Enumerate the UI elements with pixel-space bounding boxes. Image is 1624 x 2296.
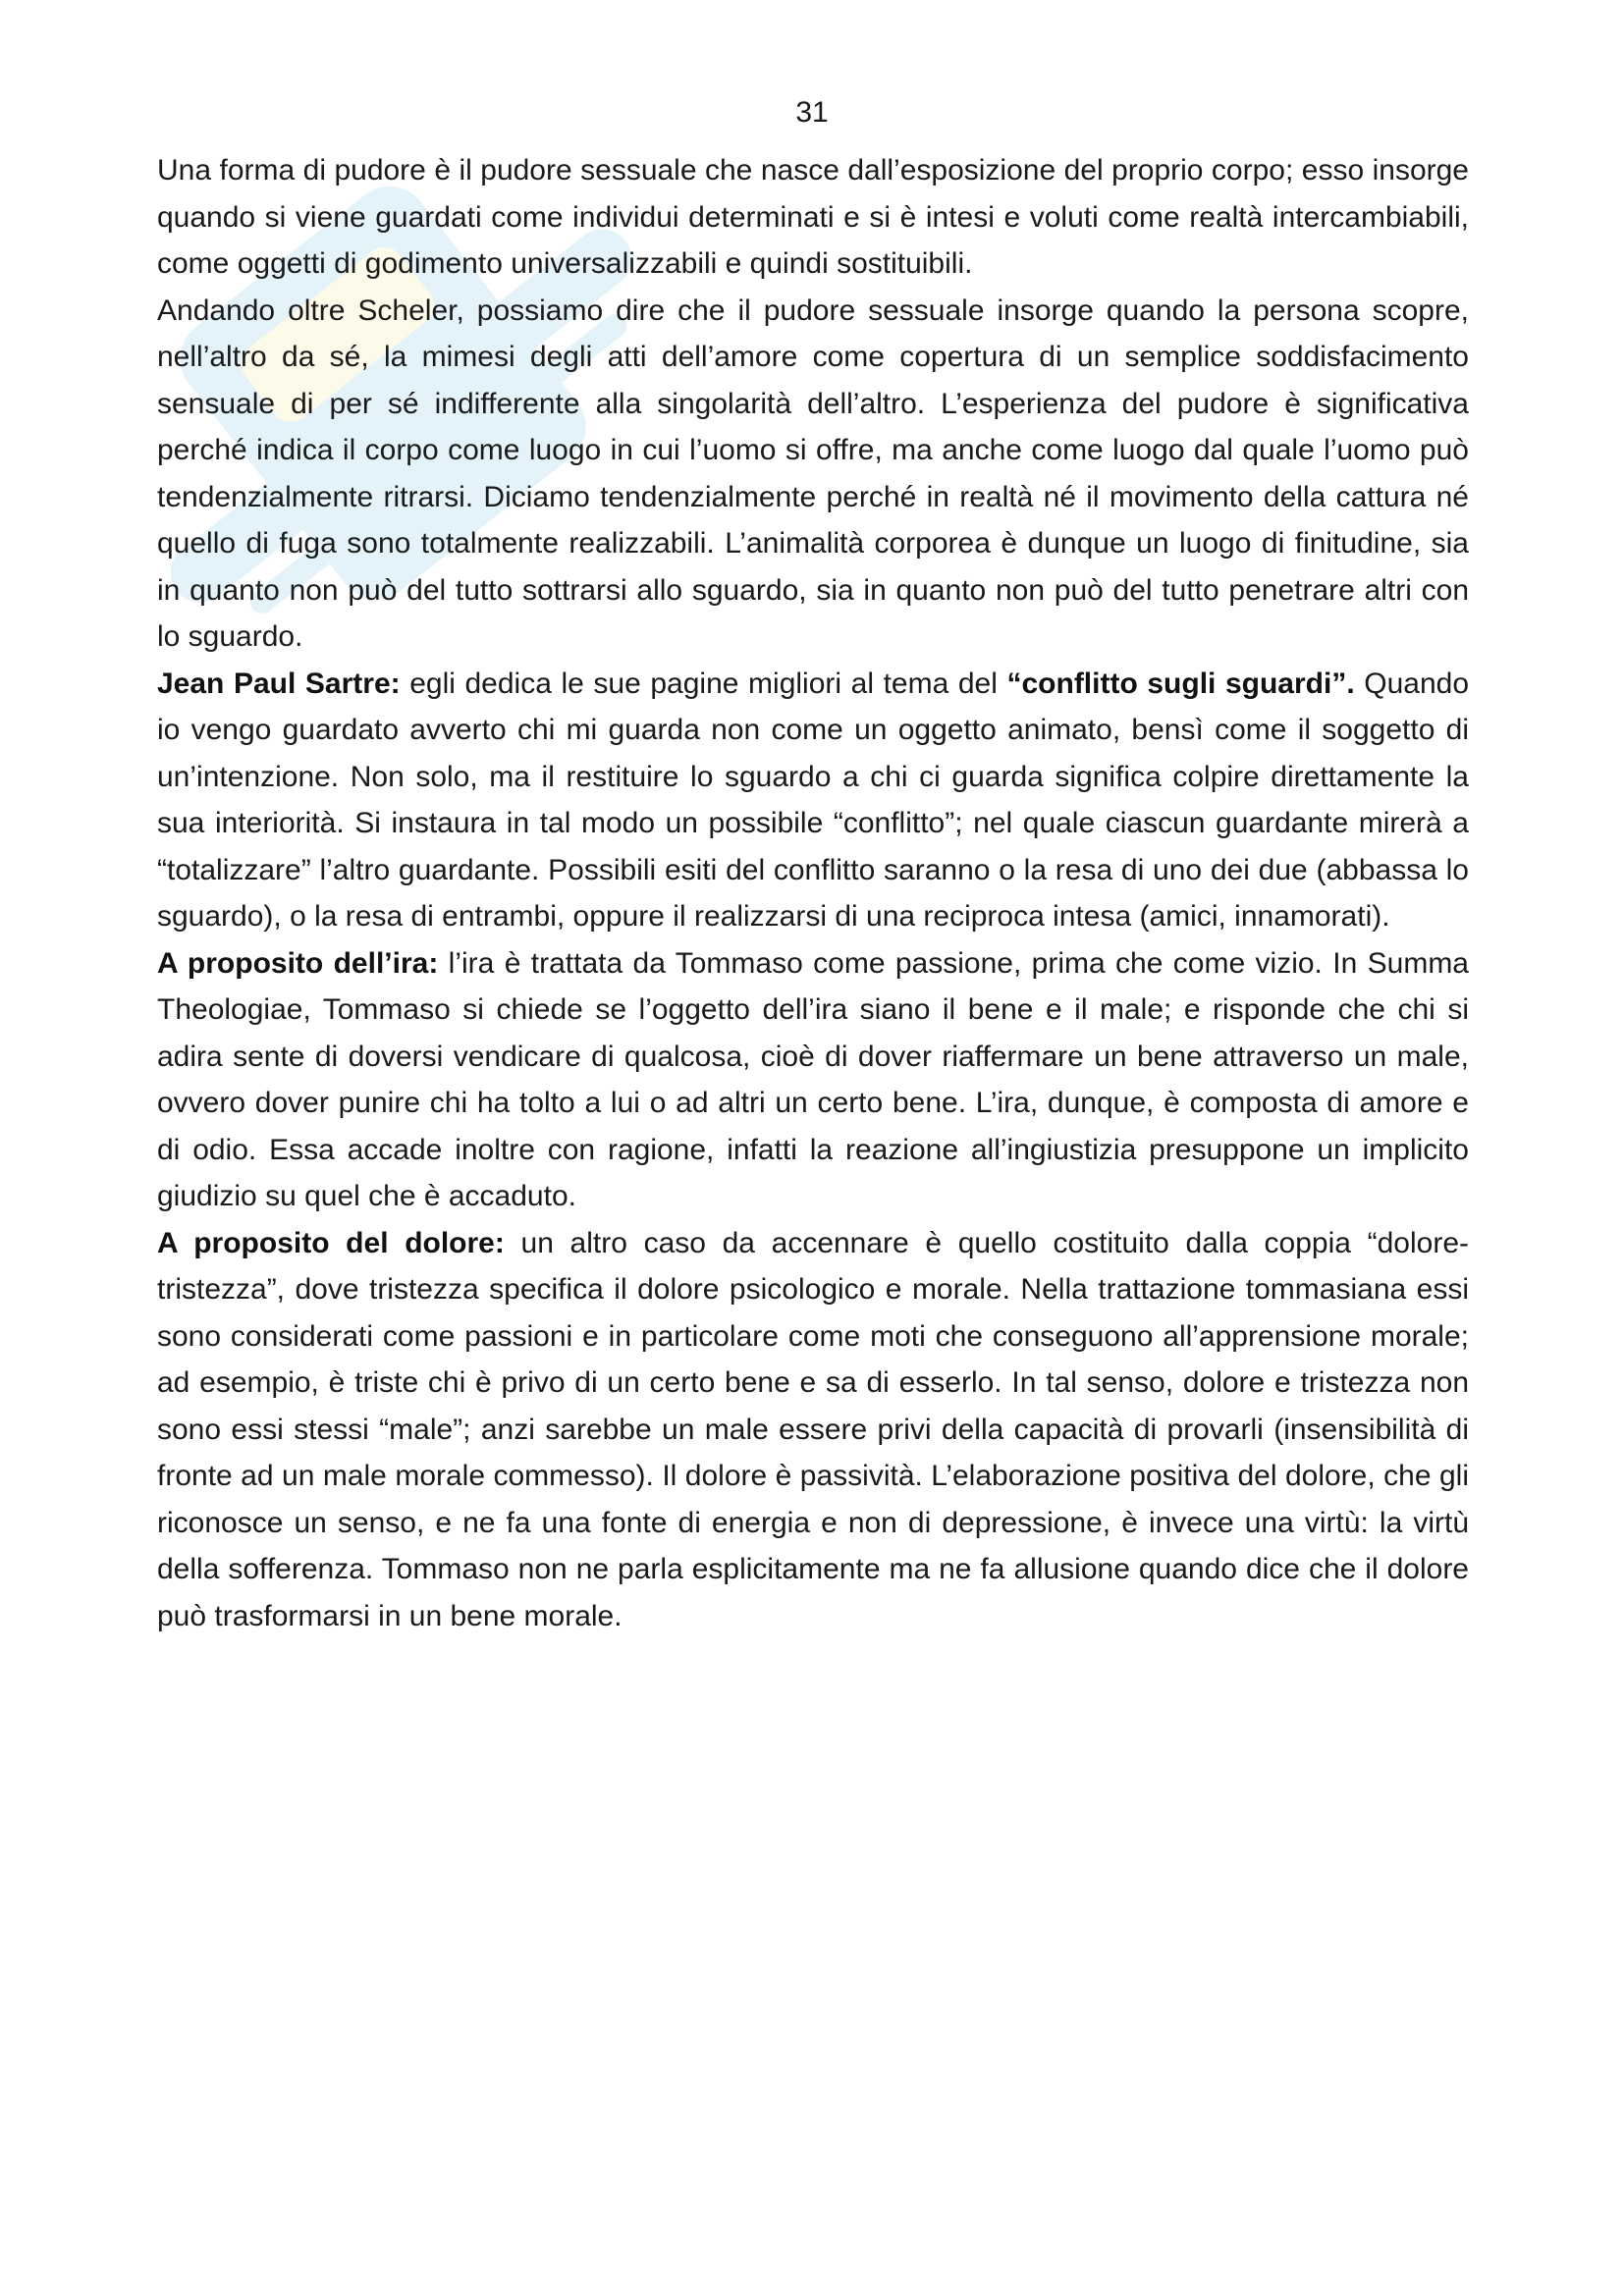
sartre-heading: Jean Paul Sartre: — [157, 667, 401, 700]
ira-text: l’ira è trattata da Tommaso come passione, prima che come vizio. In Summa Theologiae, Tommaso si chiede se l’oggetto dell’ira siano il bene e il male; e risponde che chi si adira sente di doversi vendicare di qualcosa, cioè di dover riaffermare un bene attraverso un male, ovvero dover punire chi ha tolto a lui o ad altri un certo bene. L’ira, dunque, è composta di amore e di odio. Essa accade inoltre con ragione, infatti la reazione all’ingiustizia presuppone un implicito giudizio su quel che è accaduto. — [157, 946, 1469, 1212]
ira-heading: A proposito dell’ira: — [157, 946, 439, 980]
page-number: 31 — [795, 96, 829, 129]
paragraph-sartre — [157, 661, 1469, 940]
dolore-text: un altro caso da accennare è quello costituito dalla coppia “dolore-tristezza”, dove tristezza specifica il dolore psicologico e morale. Nella trattazione tommasiana essi sono considerati come passioni e in particolare come moti che conseguono all’apprensione morale; ad esempio, è triste chi è privo di un certo bene e sa di esserlo. In tal senso, dolore e tristezza non sono essi stessi “male”; anzi sarebbe un male essere privi della capacità di provarli (insensibilità di fronte ad un male morale commesso). Il dolore è passività. L’elaborazione positiva del dolore, che gli riconosce un senso, e ne fa una fonte di energia e non di depressione, è invece una virtù: la virtù della sofferenza. Tommaso non ne parla esplicitamente ma ne fa allusione quando dice che il dolore può trasformarsi in un bene morale. — [157, 1226, 1469, 1632]
paragraph-ira — [157, 940, 1469, 1220]
dolore-heading: A proposito del dolore: — [157, 1226, 505, 1259]
paragraph-scheler: Andando oltre Scheler, possiamo dire che il pudore sessuale insorge quando la persona scopre, nell’altro da sé, la mimesi degli atti dell’amore come copertura di un semplice soddisfacimento sensuale di per sé indifferente alla singolarità dell’altro. L’esperienza del pudore è significativa perché indica il corpo come luogo in cui l’uomo si offre, ma anche come luogo dal quale l’uomo può tendenzialmente ritrarsi. Diciamo tendenzialmente perché in realtà né il movimento della cattura né quello di fuga sono totalmente realizzabili. L’animalità corporea è dunque un luogo di finitudine, sia in quanto non può del tutto sottrarsi allo sguardo, sia in quanto non può del tutto penetrare altri con lo sguardo. — [157, 294, 1469, 653]
sartre-bold-phrase: “conflitto sugli sguardi”. — [1006, 667, 1355, 700]
paragraph-pudore: Una forma di pudore è il pudore sessuale che nasce dall’esposizione del proprio corpo; esso insorge quando si viene guardati come individui determinati e si è intesi e voluti come realtà intercambiabili, come oggetti di godimento universalizzabili e quindi sostituibili. — [157, 154, 1469, 280]
paragraph-dolore — [157, 1220, 1469, 1640]
sartre-text-a: egli dedica le sue pagine migliori al tema del — [400, 667, 1007, 700]
body-text — [157, 147, 1469, 1639]
sartre-text-b: Quando io vengo guardato avverto chi mi guarda non come un oggetto animato, bensì come il soggetto di un’intenzione. Non solo, ma il restituire lo sguardo a chi ci guarda significa colpire direttamente la sua interiorità. Si instaura in tal modo un possibile “conflitto”; nel quale ciascun guardante mirerà a “totalizzare” l’altro guardante. Possibili esiti del conflitto saranno o la resa di uno dei due (abbassa lo sguardo), o la resa di entrambi, oppure il realizzarsi di una reciproca intesa (amici, innamorati). — [157, 667, 1469, 933]
